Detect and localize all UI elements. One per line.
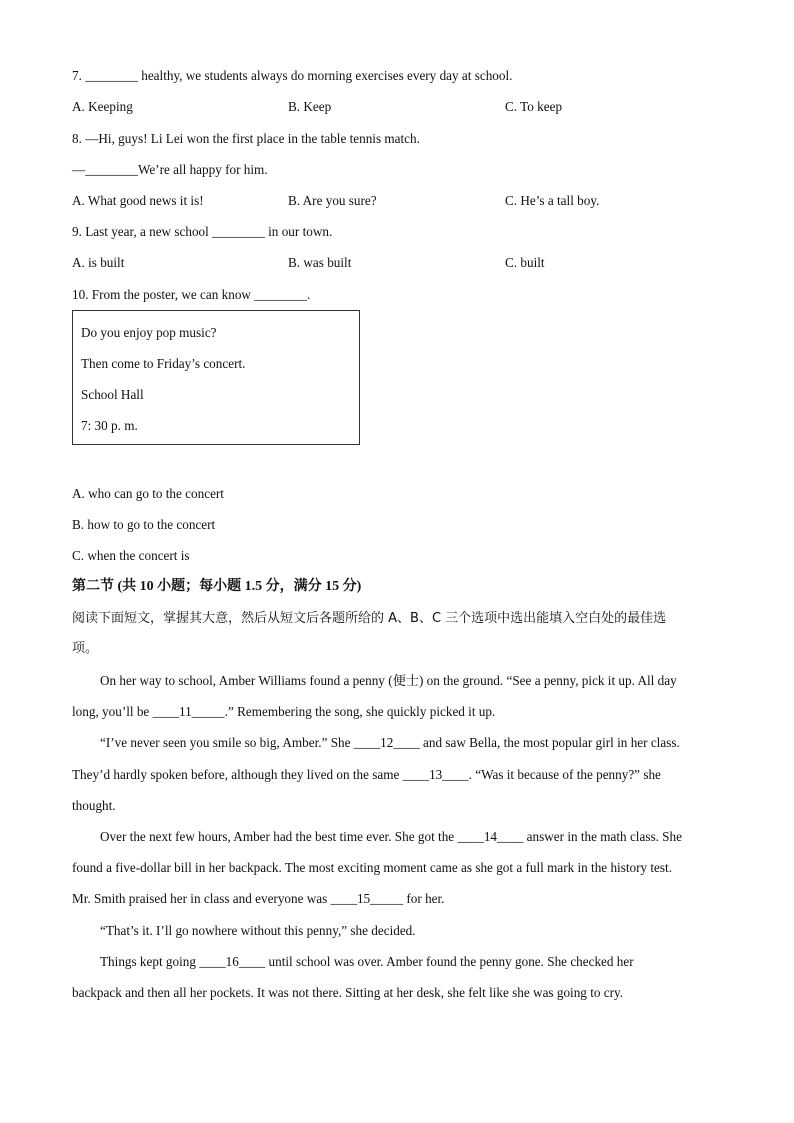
passage-p5-line-1: Things kept going ____16____ until school was over. Amber found the penny gone. She checked her (100, 954, 634, 969)
poster-line-2: Then come to Friday’s concert. (81, 356, 246, 371)
question-9-stem: 9. Last year, a new school ________ in our town. (72, 224, 333, 239)
question-8-option-a: A. What good news it is! (72, 193, 204, 208)
question-8-option-b: B. Are you sure? (288, 193, 377, 208)
question-9-option-a: A. is built (72, 255, 125, 270)
question-7-option-c: C. To keep (505, 99, 563, 114)
question-7-option-a: A. Keeping (72, 99, 133, 114)
question-10-option-a: A. who can go to the concert (72, 486, 224, 501)
question-8-option-c: C. He’s a tall boy. (505, 193, 600, 208)
passage-p3-line-1: Over the next few hours, Amber had the best time ever. She got the ____14____ answer in the math class. She (100, 829, 682, 844)
passage-p1-line-2: long, you’ll be ____11_____.” Remembering the song, she quickly picked it up. (72, 704, 496, 719)
blank-15: ____15_____ (330, 891, 404, 906)
passage-p1-line-1: On her way to school, Amber Williams found a penny (便士) on the ground. “See a penny, pick it up. All day (100, 673, 677, 688)
passage-p5-line-2: backpack and then all her pockets. It was not there. Sitting at her desk, she felt like she was going to cry. (72, 985, 624, 1000)
question-10-option-c: C. when the concert is (72, 548, 190, 563)
passage-p3-line-2: found a five-dollar bill in her backpack. The most exciting moment came as she got a full mark in the history test. (72, 860, 672, 875)
passage-p2-line-2: They’d hardly spoken before, although they lived on the same ____13____. “Was it because of the penny?” she (72, 767, 661, 782)
concert-poster (72, 310, 360, 445)
section-2-title: 第二节 (共 10 小题；每小题 1.5 分，满分 15 分) (72, 579, 362, 594)
passage-p2-line-1: “I’ve never seen you smile so big, Amber.” She ____12____ and saw Bella, the most popular girl in her class. (100, 735, 680, 750)
passage-p4: “That’s it. I’ll go nowhere without this penny,” she decided. (100, 923, 416, 938)
question-7-option-b: B. Keep (288, 99, 332, 114)
passage-p3-line-3: Mr. Smith praised her in class and everyone was ____15_____ for her. (72, 891, 445, 906)
question-10-stem: 10. From the poster, we can know ________. (72, 287, 311, 302)
question-8-response: —________We’re all happy for him. (72, 162, 268, 177)
poster-line-1: Do you enjoy pop music? (81, 325, 217, 340)
question-10-option-b: B. how to go to the concert (72, 517, 216, 532)
question-9-option-c: C. built (505, 255, 545, 270)
poster-line-3: School Hall (81, 387, 144, 402)
blank-14: ____14____ (457, 829, 524, 844)
blank-16: ____16____ (199, 954, 266, 969)
blank-12: ____12____ (353, 735, 420, 750)
blank-13: ____13____ (402, 767, 469, 782)
question-7-stem: 7. ________ healthy, we students always do morning exercises every day at school. (72, 68, 513, 83)
question-9-option-b: B. was built (288, 255, 352, 270)
section-2-instruction-line-1: 阅读下面短文，掌握其大意，然后从短文后各题所给的 A、B、C 三个选项中选出能填入空白处的最佳选 (72, 611, 667, 626)
question-8-stem: 8. —Hi, guys! Li Lei won the first place in the table tennis match. (72, 131, 420, 146)
passage-p2-line-3: thought. (72, 798, 116, 813)
section-2-instruction-line-2: 项。 (72, 641, 99, 656)
poster-line-4: 7: 30 p. m. (81, 418, 138, 433)
blank-11: ____11_____ (152, 704, 225, 719)
